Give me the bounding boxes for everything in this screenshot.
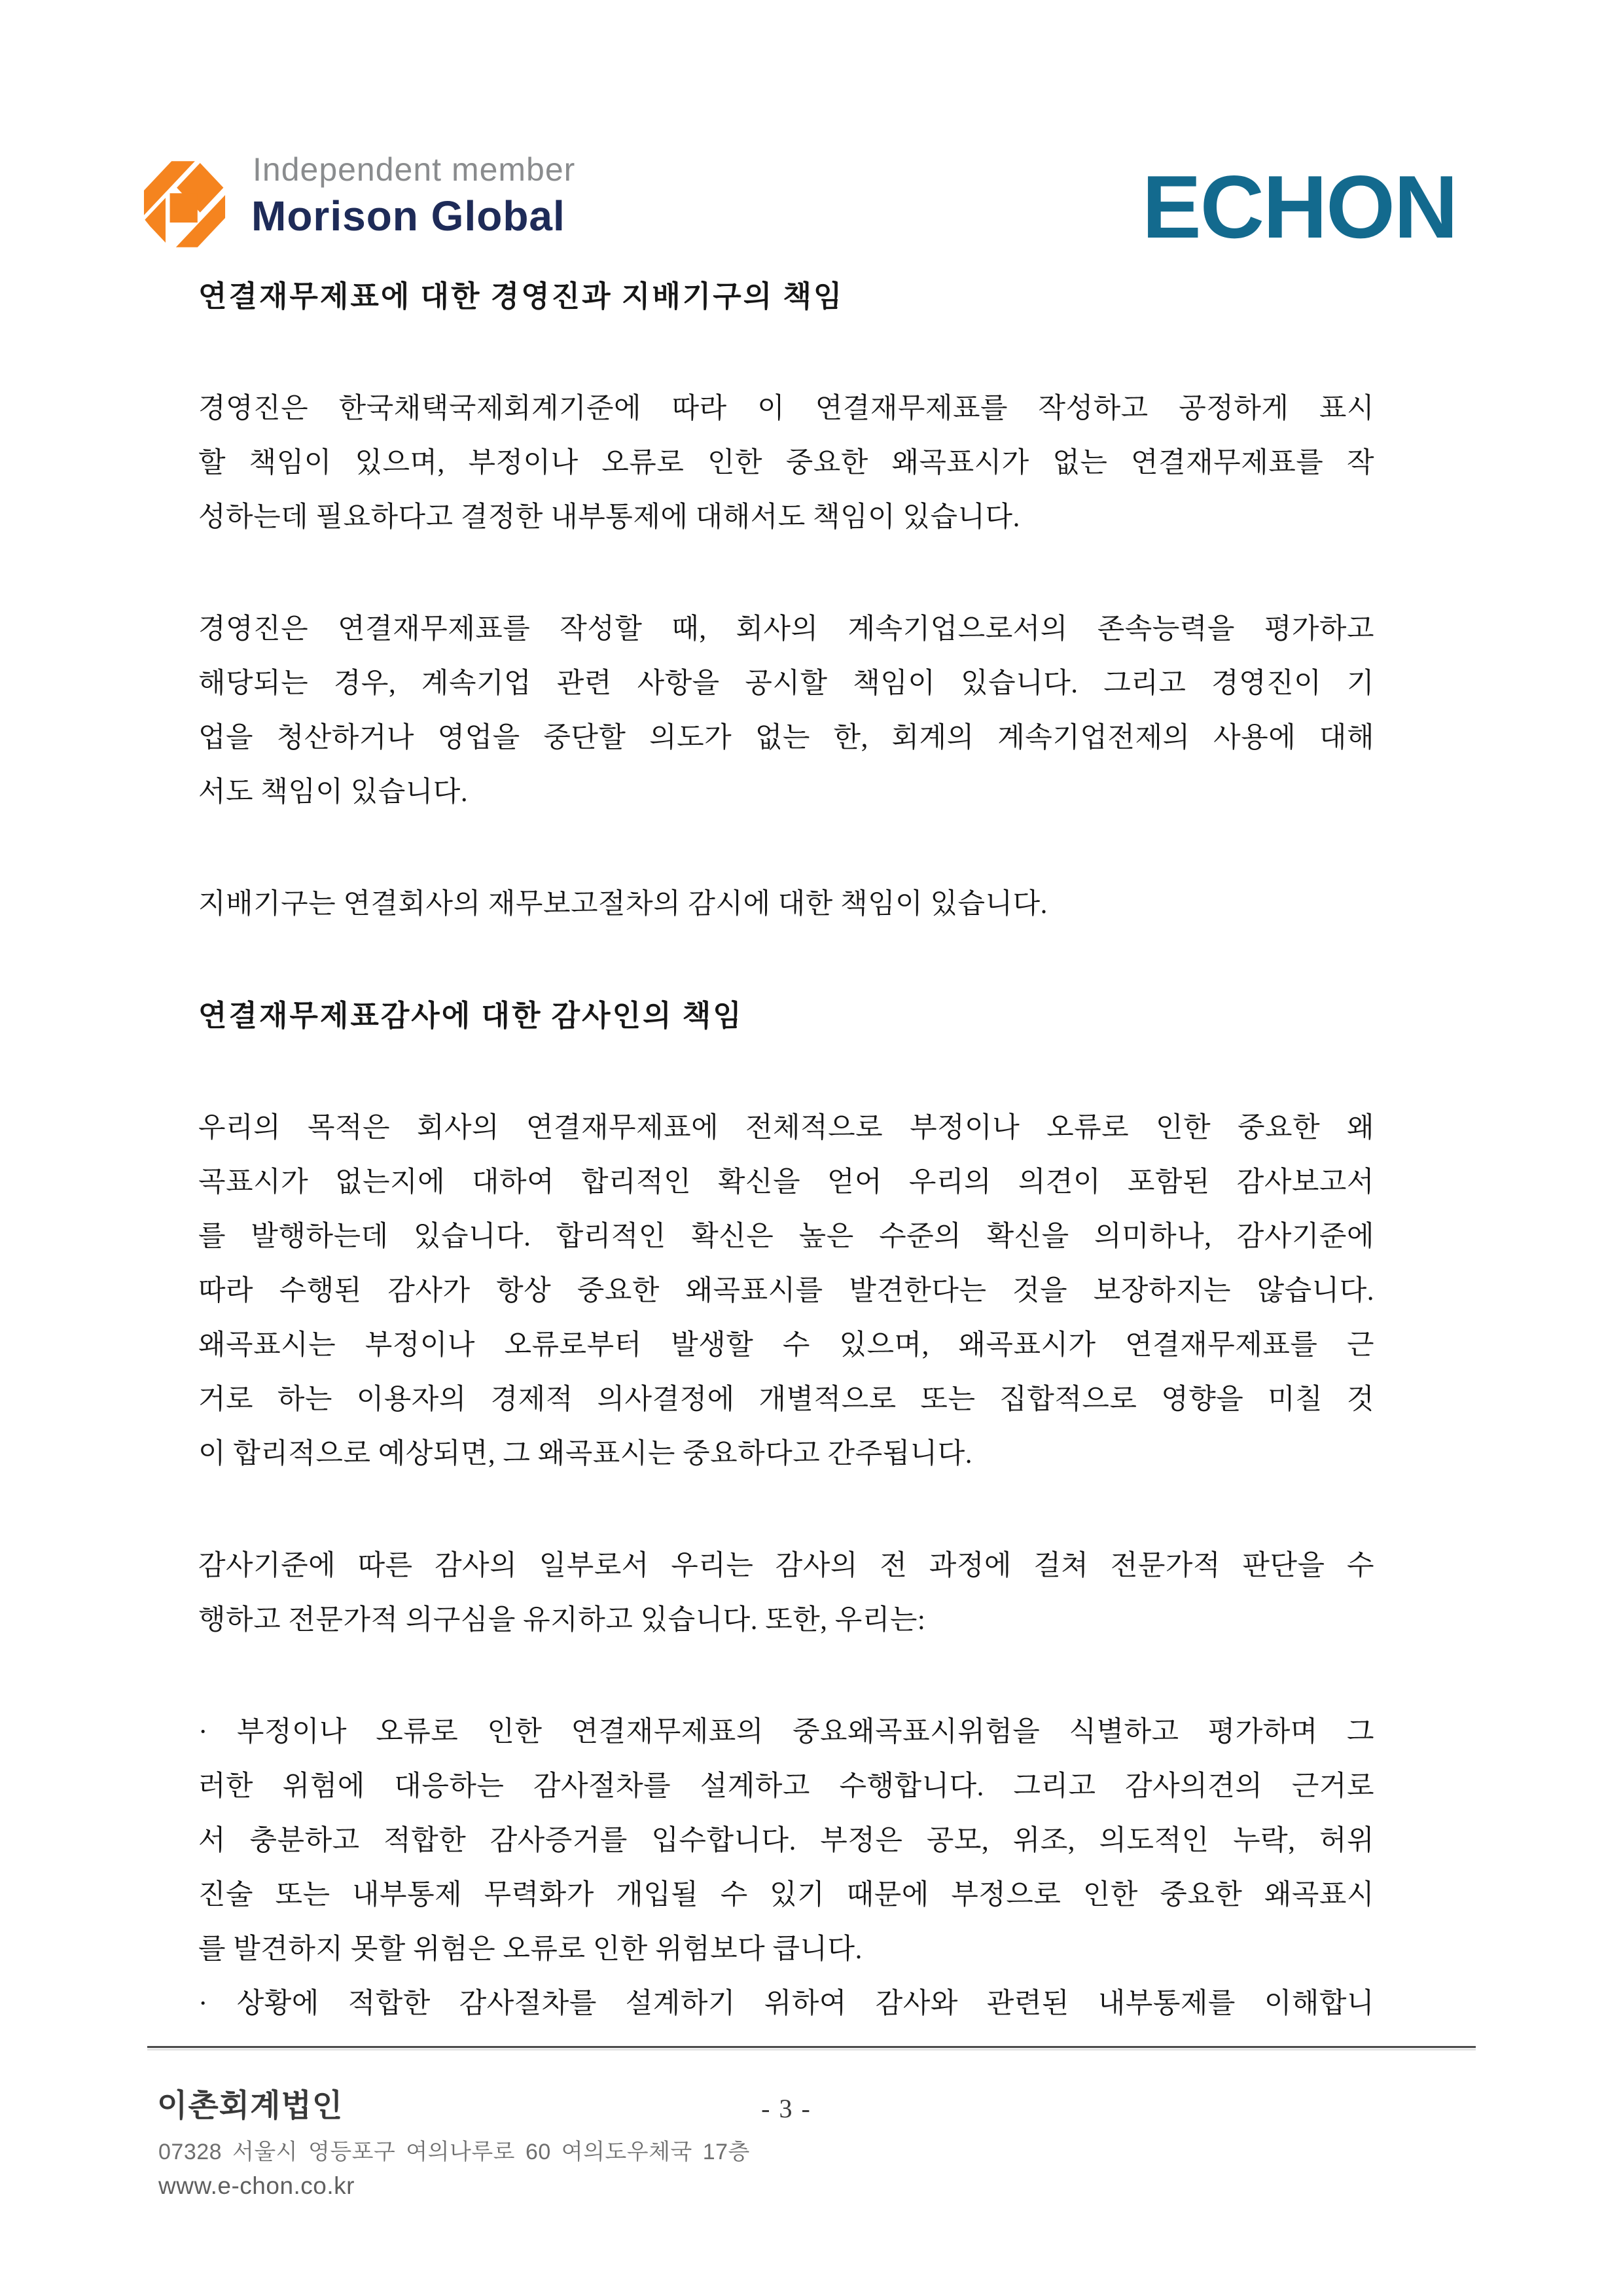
- echon-logo: ECHON: [1142, 157, 1457, 257]
- text-line: 를 발행하는데 있습니다. 합리적인 확신은 높은 수준의 확신을 의미하나, 감사기준에: [198, 1221, 1374, 1252]
- morison-gem-icon: [141, 158, 228, 250]
- text-line: 감사기준에 따른 감사의 일부로서 우리는 감사의 전 과정에 걸쳐 전문가적 판단을 수: [198, 1551, 1374, 1581]
- text-line: 를 발견하지 못할 위험은 오류로 인한 위험보다 큽니다.: [198, 1934, 863, 1965]
- text-line: 연결재무제표에 대한 경영진과 지배기구의 책임: [198, 280, 844, 313]
- section-heading: [198, 270, 1374, 324]
- text-line: 따라 수행된 감사가 항상 중요한 왜곡표시를 발견한다는 것을 보장하지는 않습니다.: [198, 1276, 1374, 1306]
- text-line: 경영진은 한국채택국제회계기준에 따라 이 연결재무제표를 작성하고 공정하게 표시: [198, 393, 1374, 424]
- section-heading: [198, 989, 1374, 1043]
- text-line: 우리의 목적은 회사의 연결재무제표에 전체적으로 부정이나 오류로 인한 중요한 왜: [198, 1113, 1374, 1143]
- paragraph: [198, 877, 1374, 931]
- firm-name: 이촌회계법인: [157, 2089, 344, 2123]
- text-line: 성하는데 필요하다고 결정한 내부통제에 대해서도 책임이 있습니다.: [198, 502, 1020, 533]
- firm-address: 07328 서울시 영등포구 여의나루로 60 여의도우체국 17층: [158, 2140, 750, 2164]
- text-line: 경영진은 연결재무제표를 작성할 때, 회사의 계속기업으로서의 존속능력을 평가하고: [198, 614, 1374, 645]
- page-number: - 3 -: [761, 2094, 812, 2123]
- text-line: 곡표시가 없는지에 대하여 합리적인 확신을 얻어 우리의 의견이 포함된 감사보고서: [198, 1167, 1374, 1198]
- text-line: · 부정이나 오류로 인한 연결재무제표의 중요왜곡표시위험을 식별하고 평가하며 그: [198, 1717, 1374, 1748]
- document-body: [198, 270, 1374, 2031]
- text-line: 이 합리적으로 예상되면, 그 왜곡표시는 중요하다고 간주됩니다.: [198, 1439, 972, 1469]
- bullet-item: [198, 1977, 1374, 2031]
- text-line: 지배기구는 연결회사의 재무보고절차의 감시에 대한 책임이 있습니다.: [198, 889, 1048, 920]
- text-line: 왜곡표시는 부정이나 오류로부터 발생할 수 있으며, 왜곡표시가 연결재무제표를 근: [198, 1330, 1374, 1361]
- text-line: 진술 또는 내부통제 무력화가 개입될 수 있기 때문에 부정으로 인한 중요한 왜곡표시: [198, 1880, 1374, 1910]
- bullet-item: [198, 1705, 1374, 1977]
- text-line: 서도 책임이 있습니다.: [198, 777, 469, 808]
- text-line: 할 책임이 있으며, 부정이나 오류로 인한 중요한 왜곡표시가 없는 연결재무제표를 작: [198, 448, 1374, 478]
- text-line: 연결재무제표감사에 대한 감사인의 책임: [198, 999, 743, 1032]
- morison-global-wordmark: Morison Global: [251, 192, 565, 240]
- text-line: 행하고 전문가적 의구심을 유지하고 있습니다. 또한, 우리는:: [198, 1605, 926, 1636]
- morison-tagline: Independent member: [253, 151, 576, 188]
- text-line: 해당되는 경우, 계속기업 관련 사항을 공시할 책임이 있습니다. 그리고 경영진이 기: [198, 668, 1374, 699]
- text-line: 러한 위험에 대응하는 감사절차를 설계하고 수행합니다. 그리고 감사의견의 근거로: [198, 1771, 1374, 1802]
- footer-divider: [147, 2046, 1476, 2048]
- paragraph: [198, 1101, 1374, 1481]
- paragraph: [198, 382, 1374, 545]
- text-line: 거로 하는 이용자의 경제적 의사결정에 개별적으로 또는 집합적으로 영향을 미칠 것: [198, 1384, 1374, 1415]
- text-line: 서 충분하고 적합한 감사증거를 입수합니다. 부정은 공모, 위조, 의도적인 누락, 허위: [198, 1825, 1374, 1856]
- paragraph: [198, 602, 1374, 819]
- paragraph: [198, 1539, 1374, 1647]
- firm-website: www.e-chon.co.kr: [158, 2172, 355, 2199]
- text-line: 업을 청산하거나 영업을 중단할 의도가 없는 한, 회계의 계속기업전제의 사용에 대해: [198, 723, 1374, 753]
- text-line: · 상황에 적합한 감사절차를 설계하기 위하여 감사와 관련된 내부통제를 이해합니: [198, 1988, 1374, 2019]
